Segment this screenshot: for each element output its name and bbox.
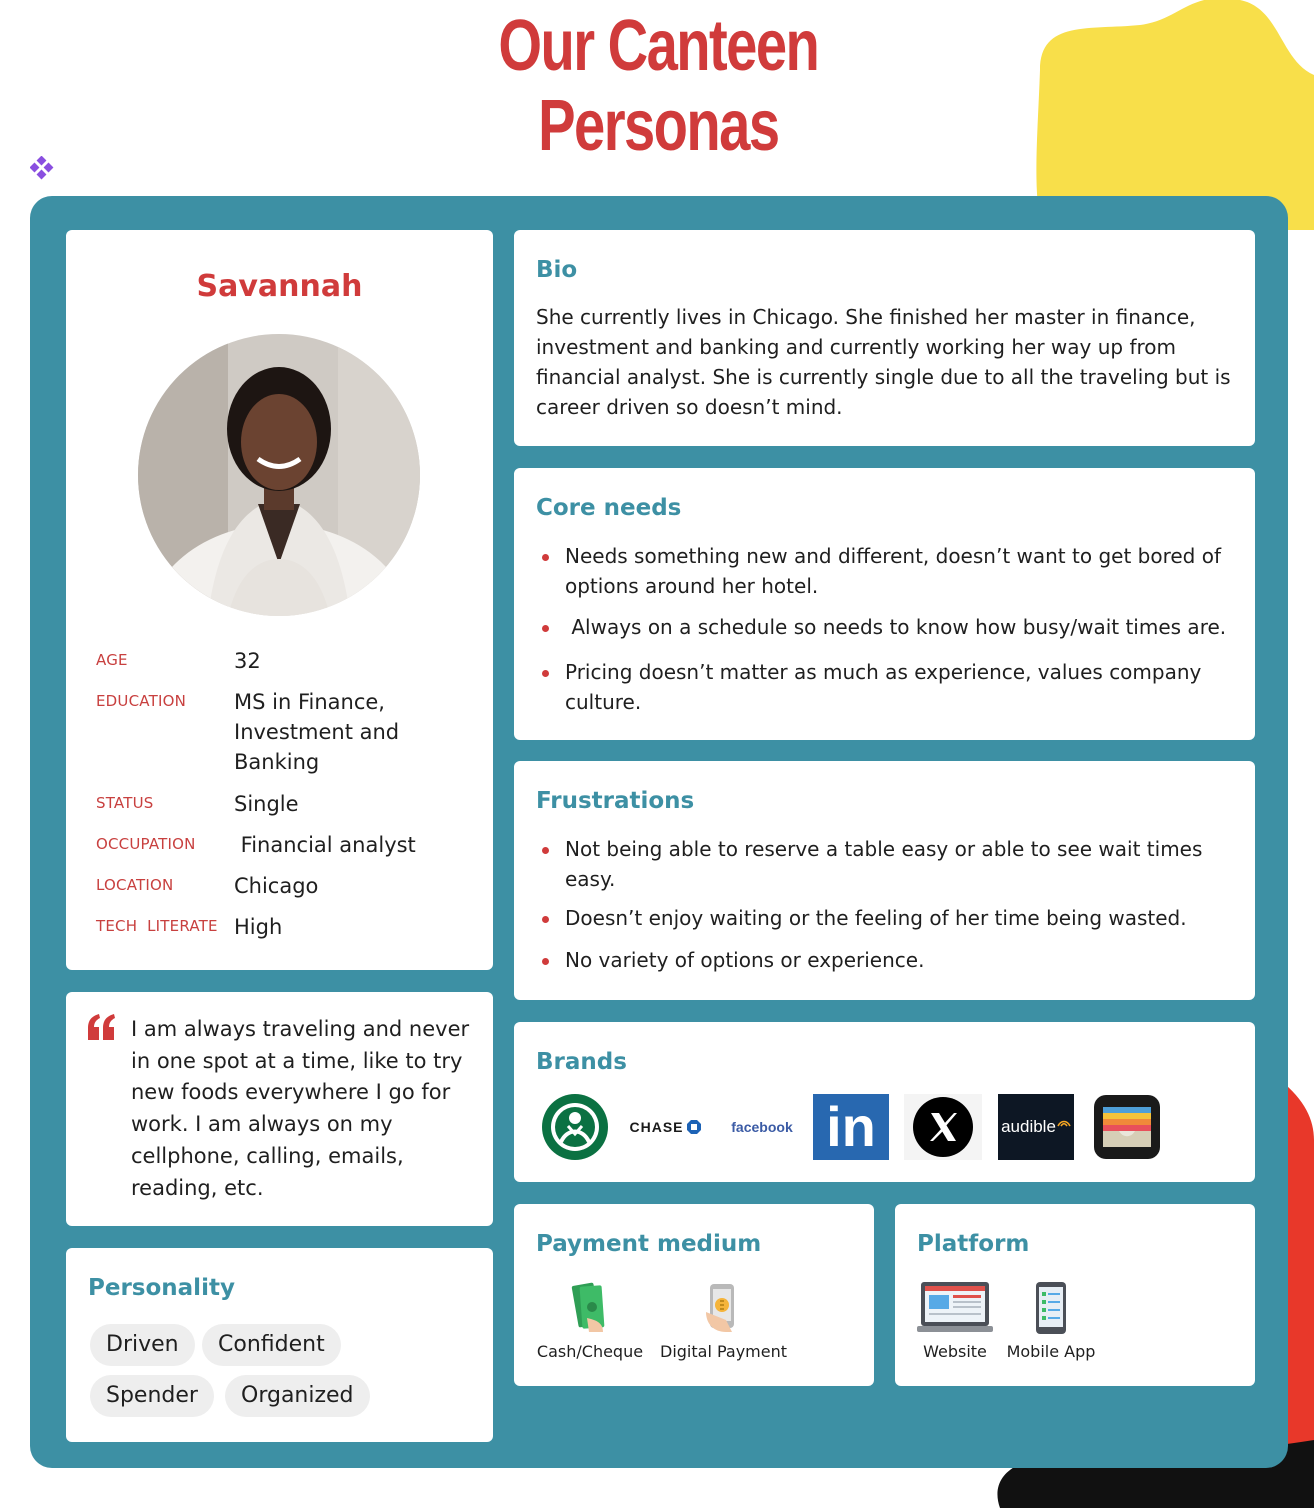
frustration-text: No variety of options or experience. xyxy=(565,948,925,972)
trait-chip: Driven xyxy=(90,1324,195,1366)
digital-payment-icon xyxy=(696,1282,746,1334)
wallet-logo xyxy=(1092,1094,1162,1160)
fact-value: Single xyxy=(234,792,299,816)
audible-logo xyxy=(998,1094,1074,1160)
platform-heading: Platform xyxy=(917,1231,1030,1257)
quote-card xyxy=(66,992,493,1226)
brands-card xyxy=(514,1022,1255,1182)
mobile-app-phone-icon xyxy=(1034,1282,1068,1334)
bio-heading: Bio xyxy=(536,257,578,283)
component-diamond-icon[interactable] xyxy=(30,156,54,180)
bullet-dot-icon xyxy=(542,554,549,561)
personality-heading: Personality xyxy=(88,1275,235,1301)
fact-label: OCCUPATION xyxy=(96,835,196,853)
audible-wave-icon xyxy=(1057,1116,1071,1128)
core-needs-heading: Core needs xyxy=(536,495,682,521)
chase-octagon-icon xyxy=(687,1120,701,1134)
payment-medium-card xyxy=(514,1204,874,1386)
frustration-text: Doesn’t enjoy waiting or the feeling of her time being wasted. xyxy=(565,906,1187,930)
payment-option-cash xyxy=(534,1282,646,1362)
title-line-1: Our Canteen xyxy=(498,6,819,86)
page-title xyxy=(146,6,1171,166)
facebook-logo xyxy=(718,1094,806,1160)
bullet-dot-icon xyxy=(542,916,549,923)
quote-mark-icon xyxy=(86,1014,116,1040)
payment-heading: Payment medium xyxy=(536,1231,762,1257)
personality-card xyxy=(66,1248,493,1442)
bio-text: She currently lives in Chicago. She finished her master in finance, investment and banking and currently working her way up from financial analyst. She is currently single due to all the traveling but is career driven so doesn’t mind. xyxy=(536,305,1231,419)
persona-quote: I am always traveling and never in one spot at a time, like to try new foods everywhere I go for work. I am always on my cellphone, calling, emails, reading, etc. xyxy=(131,1017,470,1200)
linkedin-logo xyxy=(813,1094,889,1160)
trait-chip: Confident xyxy=(202,1324,341,1366)
frustrations-card xyxy=(514,761,1255,1000)
wallet-icon xyxy=(1093,1094,1161,1160)
persona-name: Savannah xyxy=(196,269,363,304)
fact-label: TECH LITERATE xyxy=(96,917,218,935)
chase-logo xyxy=(624,1094,706,1160)
core-need-text: Pricing doesn’t matter as much as experience, values company culture. xyxy=(565,660,1202,714)
website-laptop-icon xyxy=(917,1282,993,1334)
platform-option-mobile-app xyxy=(1005,1282,1097,1362)
payment-option-digital xyxy=(660,1282,788,1362)
chase-wordmark: CHASE xyxy=(629,1119,684,1135)
starbucks-logo xyxy=(536,1094,614,1160)
platform-option-label: Website xyxy=(923,1342,987,1361)
core-needs-card xyxy=(514,468,1255,740)
fact-label: STATUS xyxy=(96,794,154,812)
core-need-text: Always on a schedule so needs to know how busy/wait times are. xyxy=(565,615,1227,639)
platform-option-label: Mobile App xyxy=(1006,1342,1096,1361)
platform-option-website xyxy=(915,1282,995,1362)
frustrations-heading: Frustrations xyxy=(536,788,695,814)
payment-option-label: Digital Payment xyxy=(660,1342,788,1361)
bullet-dot-icon xyxy=(542,847,549,854)
title-line-2: Personas xyxy=(538,86,779,166)
linkedin-wordmark: in xyxy=(826,1095,876,1158)
profile-card xyxy=(66,230,493,970)
trait-chip: Spender xyxy=(90,1375,214,1417)
bio-card xyxy=(514,230,1255,446)
bullet-dot-icon xyxy=(542,625,549,632)
brands-heading: Brands xyxy=(536,1049,627,1075)
fact-label: EDUCATION xyxy=(96,692,186,710)
x-logo xyxy=(904,1094,982,1160)
frustration-text: Not being able to reserve a table easy or able to see wait times easy. xyxy=(565,837,1203,891)
fact-value: Chicago xyxy=(234,874,319,898)
bullet-dot-icon xyxy=(542,958,549,965)
facebook-wordmark: facebook xyxy=(731,1119,793,1135)
fact-value: 32 xyxy=(234,649,261,673)
audible-wordmark: audible xyxy=(1001,1117,1056,1136)
trait-chip: Organized xyxy=(225,1375,370,1417)
fact-value: MS in Finance, Investment and Banking xyxy=(234,690,400,774)
cash-icon xyxy=(565,1282,615,1334)
fact-value: High xyxy=(234,915,283,939)
platform-card xyxy=(895,1204,1255,1386)
fact-label: LOCATION xyxy=(96,876,174,894)
x-logo-icon xyxy=(912,1096,974,1158)
core-need-text: Needs something new and different, doesn’t want to get bored of options around her hotel. xyxy=(565,544,1221,598)
payment-option-label: Cash/Cheque xyxy=(536,1342,644,1361)
bullet-dot-icon xyxy=(542,670,549,677)
persona-photo-avatar xyxy=(138,334,420,616)
fact-label: AGE xyxy=(96,651,128,669)
fact-value: Financial analyst xyxy=(234,833,416,857)
